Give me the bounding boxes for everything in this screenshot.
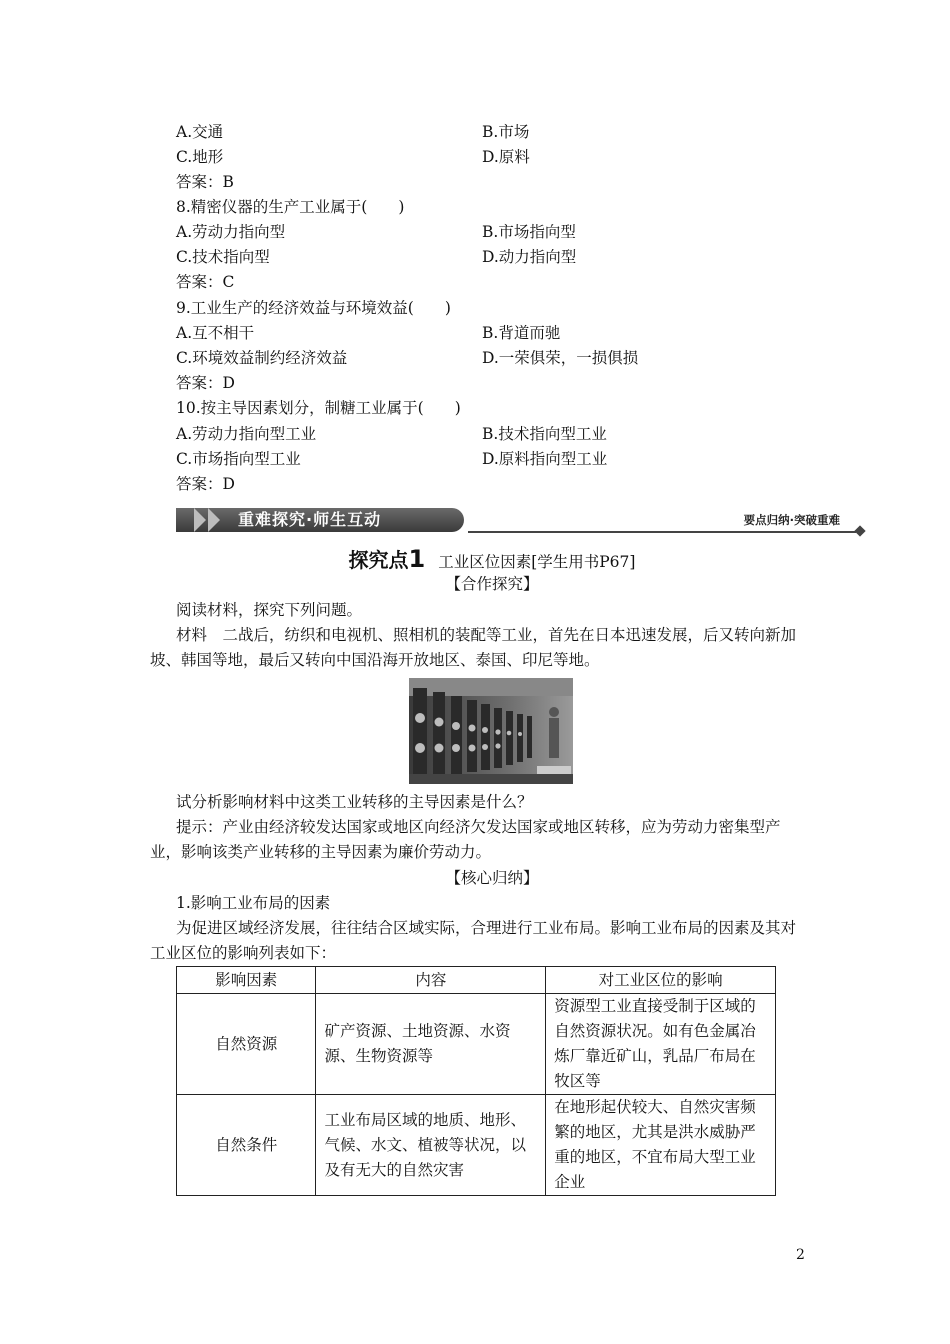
explore-title: 工业区位因素[学生用书P67] [438,553,636,571]
table-header-row [177,967,776,994]
factory-photo [409,678,573,784]
question-text: 试分析影响材料中这类工业转移的主导因素是什么？ [176,793,533,811]
banner-divider [468,531,856,533]
explore-number: 1 [408,545,426,573]
q9-option-b: B.背道而驰 [482,324,561,342]
q7-option-d: D.原料 [482,148,530,166]
q8-answer: 答案：C [176,273,235,291]
explore-heading [176,544,808,573]
q9-option-a: A.互不相干 [176,324,255,342]
core-heading: 【核心归纳】 [445,869,539,887]
q7-option-a: A.交通 [176,123,224,141]
core-item-1: 1.影响工业布局的因素 [176,894,331,912]
chevron-right-icon [208,508,220,532]
table-header: 内容 [316,967,546,994]
intro-text [176,598,808,623]
q10-answer: 答案：D [176,475,235,493]
section-banner [176,506,866,534]
q9-option-d: D.一荣俱荣，一损俱损 [482,349,639,367]
q10-option-b: B.技术指向型工业 [482,425,607,443]
q10-option-a: A.劳动力指向型工业 [176,425,317,443]
q8-option-a: A.劳动力指向型 [176,223,286,241]
table-cell: 矿产资源、土地资源、水资源、生物资源等 [316,994,546,1095]
banner-subtitle: 要点归纳·突破重难 [743,513,840,527]
table-header: 影响因素 [177,967,316,994]
page-number: 2 [796,1247,805,1263]
q10-option-d: D.原料指向型工业 [482,450,608,468]
textile-machine-image [409,678,573,784]
q10-option-c: C.市场指向型工业 [176,450,301,468]
table-cell: 资源型工业直接受制于区域的自然资源状况。如有色金属冶炼厂靠近矿山，乳品厂布局在牧区等 [546,994,776,1095]
explore-label: 探究点 [348,548,409,572]
q8-stem: 8.精密仪器的生产工业属于( ) [176,198,405,216]
intro-sentence: 阅读材料，探究下列问题。 [176,601,363,619]
factors-table [176,966,776,1196]
core-paragraph: 为促进区域经济发展，往往结合区域实际，合理进行工业布局。影响工业布局的因素及其对工业区位的影响列表如下： [150,919,797,962]
chevron-right-icon [194,508,206,532]
q7-option-b: B.市场 [482,123,530,141]
table-header: 对工业区位的影响 [546,967,776,994]
table-row [177,994,776,1095]
banner-title: 重难探究·师生互动 [238,510,382,529]
q9-answer: 答案：D [176,374,235,392]
material-text: 材料 二战后，纺织和电视机、照相机的装配等工业，首先在日本迅速发展，后又转向新加坡、韩国等地，最后又转向中国沿海开放地区、泰国、印尼等地。 [150,626,797,669]
q8-option-d: D.动力指向型 [482,248,577,266]
q8-option-c: C.技术指向型 [176,248,270,266]
q10-stem: 10.按主导因素划分，制糖工业属于( ) [176,399,461,417]
table-cell: 自然资源 [177,994,316,1095]
q7-option-c: C.地形 [176,148,224,166]
table-cell: 在地形起伏较大、自然灾害频繁的地区，尤其是洪水威胁严重的地区，不宜布局大型工业企业 [546,1095,776,1196]
hint-text: 提示：产业由经济较发达国家或地区向经济欠发达国家或地区转移，应为劳动力密集型产业，影响该类产业转移的主导因素为廉价劳动力。 [150,818,781,861]
q7-answer: 答案：B [176,173,234,191]
coop-heading: 【合作探究】 [445,575,539,593]
table-cell: 工业布局区域的地质、地形、气候、水文、植被等状况，以及有无大的自然灾害 [316,1095,546,1196]
q9-option-c: C.环境效益制约经济效益 [176,349,348,367]
q8-option-b: B.市场指向型 [482,223,576,241]
table-row [177,1095,776,1196]
banner-ribbon [176,508,464,532]
q9-stem: 9.工业生产的经济效益与环境效益( ) [176,299,451,317]
diamond-icon [854,525,865,536]
table-cell: 自然条件 [177,1095,316,1196]
